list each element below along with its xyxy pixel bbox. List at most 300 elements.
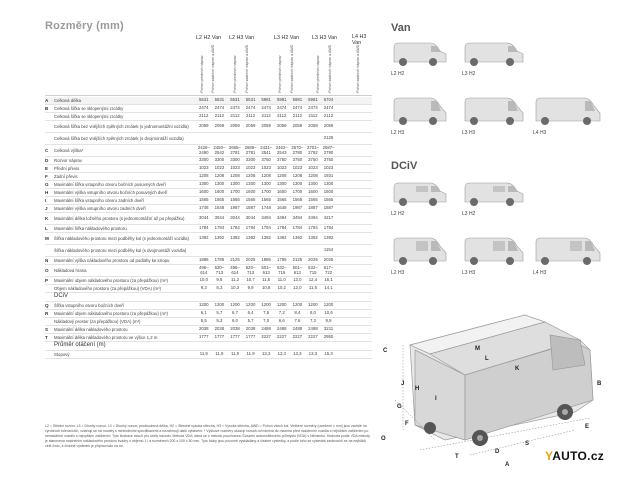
group-header-l2h2: L2 H2 Van	[196, 35, 222, 41]
table-cell: 11,9	[215, 351, 224, 357]
row-code: P	[45, 278, 49, 283]
dimension-letter-f: F	[405, 421, 409, 427]
table-cell	[243, 248, 259, 253]
table-cell	[227, 136, 243, 141]
table-cell: 2059	[308, 123, 318, 129]
row-code: F	[45, 174, 48, 179]
table-cell: 5531	[214, 97, 225, 103]
table-cell: 1392	[292, 235, 303, 241]
table-cell: 1777	[199, 334, 209, 340]
row-values	[196, 286, 372, 291]
row-values	[196, 174, 372, 179]
dimension-letter-t: T	[455, 454, 459, 460]
table-cell: 5981	[276, 97, 287, 103]
table-cell: 10,2	[277, 285, 286, 291]
table-cell: 1648	[276, 205, 287, 211]
table-cell: 3494	[292, 215, 303, 221]
table-cell: 1023	[245, 165, 256, 171]
row-code: I	[45, 198, 47, 203]
table-cell: 2474	[199, 105, 209, 111]
row-label: Maximální délka nákladového prostoru ve výšce 1,2 m	[54, 334, 158, 340]
table-row	[45, 181, 372, 189]
table-cell: 5,3	[216, 318, 223, 324]
row-label: Maximální výška vstupního otvoru zadních dveří	[54, 205, 146, 211]
table-cell: 2488	[292, 326, 303, 332]
row-values	[196, 124, 372, 129]
table-cell	[290, 136, 306, 141]
table-cell: 1023	[308, 165, 318, 171]
dimension-letter-h: H	[415, 386, 420, 392]
row-label: Maximální šířka vstupního otvoru zadních dveří	[54, 197, 145, 203]
table-cell: 6,4	[247, 310, 254, 316]
row-code: K	[45, 216, 49, 221]
table-cell	[212, 248, 228, 253]
row-values	[196, 216, 372, 221]
table-cell: 1200	[261, 302, 271, 308]
table-cell: 4217	[323, 215, 334, 221]
table-cell: 2038	[245, 326, 256, 332]
table-cell: 3044	[199, 215, 209, 221]
row-values	[196, 311, 372, 316]
dimension-letter-a: A	[505, 462, 510, 468]
table-cell: 5531	[245, 97, 256, 103]
table-cell: 3750	[261, 157, 271, 163]
table-cell: 632–715	[276, 264, 287, 275]
table-cell	[274, 248, 290, 253]
table-cell: 1208	[245, 173, 256, 179]
table-cell: 1392	[261, 235, 271, 241]
table-cell: 1200	[323, 302, 334, 308]
row-values	[196, 146, 372, 156]
table-cell: 2059	[261, 123, 271, 129]
row-code: A	[45, 98, 49, 103]
table-cell: 1784	[323, 225, 334, 231]
table-cell: 1208	[292, 173, 303, 179]
table-cell: 2025	[323, 257, 334, 263]
row-label: Maximální objem nákladového prostoru (za přepážkou) (m³)	[54, 310, 168, 316]
table-cell: 3750	[292, 157, 303, 163]
table-cell: 5,5	[200, 318, 207, 324]
table-cell: 5531	[230, 97, 240, 103]
van-dimension-diagram	[375, 290, 615, 470]
table-cell: 1987	[230, 205, 240, 211]
row-values	[196, 206, 372, 211]
table-row	[45, 189, 372, 197]
table-cell: 1392	[199, 235, 209, 241]
row-label: Objem nákladového prostoru (za přepážkou) (VDA) (m³)	[54, 285, 161, 291]
table-cell: 3211	[323, 326, 334, 332]
table-cell: 5,7	[216, 310, 223, 316]
table-cell: 1200	[245, 302, 256, 308]
table-row	[45, 265, 372, 277]
table-cell	[258, 248, 274, 253]
table-cell: 5531	[199, 97, 209, 103]
table-cell	[227, 248, 243, 253]
row-values	[196, 303, 372, 308]
table-cell	[196, 248, 212, 253]
row-values	[196, 198, 372, 203]
table-cell: 13,3	[308, 351, 318, 357]
table-cell: 2426–2490	[197, 144, 210, 155]
table-cell: 1300	[276, 181, 287, 187]
table-cell: 2665–2781	[229, 144, 241, 155]
table-row	[45, 351, 372, 359]
subheader-5	[286, 41, 297, 93]
table-row	[45, 173, 372, 181]
row-label: Maximální výška vstupního otvoru bočních posuvných dveří	[54, 189, 168, 195]
row-label: DCiV	[54, 293, 69, 300]
table-cell: 2687–2790	[322, 144, 335, 155]
table-cell: 2038	[199, 326, 209, 332]
row-values	[196, 190, 372, 195]
row-values	[196, 266, 372, 276]
table-cell	[243, 136, 259, 141]
row-label: Zadní převis	[54, 173, 78, 179]
table-cell: 1887	[245, 205, 256, 211]
row-label: Celková délka	[54, 97, 81, 103]
van-thumbnail-l3-h2	[462, 38, 526, 73]
van-thumbnail-label: L3 H3	[462, 270, 476, 276]
table-cell: 1565	[199, 197, 209, 203]
table-cell: 1200	[308, 302, 318, 308]
table-cell: 1023	[261, 165, 271, 171]
table-cell: 2112	[199, 113, 209, 119]
subheader-label: Pohon předních náprav	[278, 55, 283, 93]
table-cell: 3044	[214, 215, 225, 221]
row-code: R	[45, 311, 49, 316]
row-code: Q	[45, 303, 49, 308]
table-row	[45, 257, 372, 265]
row-label: Maximální výška nákladového prostoru od podlahy ke stropu	[54, 257, 170, 263]
dimension-letter-c: C	[383, 348, 388, 354]
subheader-1	[207, 41, 218, 93]
table-cell: 1392	[214, 235, 225, 241]
row-label: Nákladový prostor (za přepážkou) (VDA) (m³)	[54, 318, 141, 324]
table-cell: 1300	[292, 181, 303, 187]
table-cell: 2227	[308, 334, 318, 340]
table-cell: 2059	[323, 123, 334, 129]
table-cell: 1565	[308, 197, 318, 203]
subheader-label: Pohon předních náprav	[233, 55, 238, 93]
table-cell: 3494	[308, 215, 318, 221]
table-cell: 2038	[214, 326, 225, 332]
table-cell: 7,2	[278, 310, 285, 316]
table-cell: 2450–2542	[213, 144, 226, 155]
table-cell: 2112	[261, 113, 271, 119]
table-cell: 1600	[245, 189, 256, 195]
row-code: G	[45, 182, 49, 187]
row-label: Rozvor náprav	[54, 157, 82, 163]
table-cell: 3300	[230, 157, 240, 163]
row-code: C	[45, 148, 49, 153]
table-row	[45, 310, 372, 318]
watermark-rest: AUTO.cz	[552, 449, 605, 463]
watermark-y: Y	[545, 449, 553, 463]
table-cell	[258, 136, 274, 141]
table-cell: 1200	[230, 302, 240, 308]
dimension-letter-s: S	[525, 441, 530, 447]
table-cell: 2474	[276, 105, 287, 111]
table-cell: 1700	[230, 189, 240, 195]
table-cell: 1392	[230, 235, 240, 241]
row-values	[196, 248, 372, 253]
table-cell: 2059	[276, 123, 287, 129]
table-cell: 5981	[308, 97, 318, 103]
table-cell: 13,3	[293, 351, 302, 357]
table-row	[45, 197, 372, 205]
van-thumbnail-label: L2 H2	[391, 71, 405, 77]
table-cell: 2488	[308, 326, 318, 332]
table-cell: 1200	[199, 302, 209, 308]
van-thumbnail-l3-h3	[462, 97, 526, 132]
table-cell	[290, 248, 306, 253]
table-row	[45, 326, 372, 334]
row-label: Celková šířka bez vnějších zpětných zrcátek (s jednomontážní vozidla)	[54, 123, 189, 129]
table-cell: 1023	[214, 165, 225, 171]
table-cell: 13,3	[277, 351, 286, 357]
table-cell: 1200	[276, 302, 287, 308]
table-cell: 2059	[245, 123, 256, 129]
table-cell: 2474	[261, 105, 271, 111]
table-cell: 1987	[292, 205, 303, 211]
dciv-thumbnail-l3-h2	[462, 178, 526, 213]
table-cell: 1600	[276, 189, 287, 195]
table-cell: 1208	[214, 173, 225, 179]
table-cell	[196, 136, 212, 141]
table-cell: 3750	[323, 157, 334, 163]
table-cell: 1023	[199, 165, 209, 171]
table-cell: 1777	[214, 334, 225, 340]
van-thumbnail-label: L4 H3	[533, 130, 547, 136]
table-cell: 1600	[214, 189, 225, 195]
table-row	[45, 302, 372, 310]
table-cell: 1023	[276, 165, 287, 171]
table-cell: 6,7	[231, 310, 238, 316]
row-values	[196, 106, 372, 111]
table-cell: 7,6	[294, 318, 301, 324]
table-cell: 2025	[245, 257, 256, 263]
table-cell: 8,0	[309, 310, 316, 316]
van-section-title: Van	[391, 22, 411, 34]
row-values	[196, 278, 372, 283]
table-cell: 2025	[308, 257, 318, 263]
table-row	[45, 285, 372, 293]
row-label: Celková šířka se sklopenými zrcátky	[54, 113, 124, 119]
table-cell: 13,3	[261, 351, 271, 357]
row-values	[196, 236, 372, 241]
table-row	[45, 213, 372, 225]
row-values	[196, 319, 372, 324]
table-cell: 6,1	[200, 310, 207, 316]
table-cell	[212, 136, 228, 141]
table-row	[45, 165, 372, 173]
row-values	[196, 327, 372, 332]
row-label: Šířka nákladového prostoru mezi podběhy kol (s jednomontáží vozidla)	[54, 235, 189, 241]
table-cell: 2701–2782	[306, 144, 319, 155]
table-row	[45, 205, 372, 213]
table-cell: 5,7	[247, 318, 254, 324]
van-thumbnail-label: L3 H2	[462, 211, 476, 217]
table-cell: 496–614	[230, 264, 240, 275]
row-values	[196, 352, 372, 357]
dimension-letter-j: J	[401, 381, 405, 387]
table-cell: 2112	[277, 113, 287, 119]
footnotes: L2 = Střední rozvor, L3 = Dlouhý rozvor, L4 = Dlouhý rozvor, prodloužená délka, H2 = Středně vysoká střecha, H3 = Vysoká střecha, AWD = Pohon všech kol. Veškeré rozměry (uvedené v mm) jsou závislé na výrobních tolerancích, vztahují se na modely s minimálními specifikacemi a nezahrnují další vybavení. * Výškové rozměry ukazují rozsah od minima do maxima před naložením vozidla s nejnižším zatížením po nenaložené vozidlo s nejvyšším zatížením. Tyto ilustrace slouží pro účely návodu. Metoda VDA: daná se o metodu používanou Svazem automobilového průmyslu (VDA) v Německu. Hodnota podle VDA metody je stanovena naplněním nákladového prostoru kvádry o objemu 1 l a rozměrech 200 x 100 x 50 mm. Tyto bloky jsou pozorně vyskládány a číselné výsledky, a podle toho se výsledek zaokrouhlí se na nejbližší celé číslo, a číselné výsledek je připravován na m³.	[45, 424, 371, 448]
table-cell: 2474	[214, 105, 225, 111]
table-cell: 2488	[276, 326, 287, 332]
table-cell: 2488	[261, 326, 271, 332]
row-values	[196, 258, 372, 263]
row-code: N	[45, 258, 49, 263]
group-header-l2h3: L2 H3 Van	[229, 35, 255, 41]
table-cell: 3300	[214, 157, 225, 163]
table-cell: 3494	[276, 215, 287, 221]
table-cell: 1777	[230, 334, 240, 340]
group-header-l3h2: L3 H2 Van	[274, 35, 300, 41]
table-cell: 1886	[261, 257, 271, 263]
table-subheaders	[196, 41, 372, 93]
table-cell: 1300	[245, 181, 256, 187]
row-values	[196, 226, 372, 231]
table-cell: 620–713	[245, 264, 256, 275]
row-values	[196, 136, 372, 141]
table-cell: 1300	[261, 181, 271, 187]
dciv-section-title: DCiV	[391, 160, 418, 172]
table-cell: 7,3	[309, 318, 316, 324]
table-row	[45, 121, 372, 133]
table-cell: 3494	[261, 215, 271, 221]
subheader-label: Pohon zadních náprav a AWD	[290, 44, 295, 93]
row-label: Maximální délka ložného prostoru (s jednomontážní až po přepážku)	[54, 215, 185, 221]
table-cell: 1565	[214, 197, 225, 203]
table-cell: 1648	[214, 205, 225, 211]
table-cell: 3044	[230, 215, 240, 221]
table-cell: 2474	[308, 105, 318, 111]
table-cell: 7,6	[263, 310, 270, 316]
table-cell: 2059	[292, 123, 303, 129]
dimension-letter-l: L	[485, 356, 489, 362]
table-cell: 1700	[292, 189, 303, 195]
row-label: Maximální šířka nákladového prostoru	[54, 225, 127, 231]
dimension-letter-o: O	[381, 436, 386, 442]
row-code: H	[45, 190, 49, 195]
row-label: Stopový	[54, 351, 70, 357]
table-cell: 1392	[323, 235, 334, 241]
row-code: O	[45, 268, 49, 273]
row-values	[196, 114, 372, 119]
table-row	[45, 233, 372, 245]
table-cell: 1600	[323, 189, 334, 195]
table-cell: 2462–2543	[275, 144, 288, 155]
table-cell: 10,6	[324, 310, 333, 316]
table-cell: 2112	[245, 113, 256, 119]
table-cell	[305, 248, 321, 253]
table-cell: 1784	[292, 225, 303, 231]
dimension-letter-d: D	[495, 449, 500, 455]
subheader-label: Pohon předních náprav	[316, 55, 321, 93]
table-cell: 1748	[261, 205, 271, 211]
row-code: L	[45, 226, 48, 231]
table-cell: 1200	[214, 302, 225, 308]
table-cell: 1886	[199, 257, 209, 263]
table-cell: 2059	[230, 123, 240, 129]
table-cell: 2689–2781	[244, 144, 257, 155]
table-cell: 496–614	[199, 264, 209, 275]
table-cell: 15,3	[324, 351, 333, 357]
table-cell	[274, 136, 290, 141]
table-cell: 1300	[323, 181, 334, 187]
table-cell: 2112	[308, 113, 318, 119]
table-row	[45, 113, 372, 121]
dimension-letter-i: I	[435, 396, 437, 402]
table-cell: 1784	[261, 225, 271, 231]
table-cell: 2474	[230, 105, 240, 111]
row-code: M	[45, 236, 49, 241]
table-cell: 2474	[323, 105, 334, 111]
subheader-4	[274, 41, 285, 93]
table-section-header	[45, 342, 372, 351]
table-cell: 12,4	[308, 277, 318, 283]
van-thumbnail-label: L3 H3	[462, 130, 476, 136]
table-cell: 1600	[199, 189, 209, 195]
dciv-thumbnail-l4-h3	[533, 237, 603, 272]
row-label: Maximální objem nákladového prostoru (za přepážkou) (m³)	[54, 277, 168, 283]
table-cell: 10,7	[246, 277, 255, 283]
table-cell: 617–722	[323, 264, 334, 275]
table-cell: 3300	[199, 157, 209, 163]
subheader-label: Pohon zadních náprav a AWD	[211, 44, 216, 93]
table-cell: 1565	[230, 197, 240, 203]
subheader-label: Pohon zadních náprav a AWD	[328, 44, 333, 93]
row-label: Přední převis	[54, 165, 80, 171]
table-cell	[305, 136, 321, 141]
table-row	[45, 157, 372, 165]
table-cell: 1154	[323, 247, 334, 253]
table-cell: 2670–2780	[291, 144, 304, 155]
table-cell: 14,1	[324, 285, 333, 291]
table-cell: 1784	[308, 225, 318, 231]
van-thumbnail-label: L3 H2	[462, 71, 476, 77]
row-values	[196, 158, 372, 163]
row-label: Celková šířka bez vnějších zpětných zrcátek (s dvojmontáží vozidla)	[54, 135, 184, 141]
table-cell: 3044	[245, 215, 256, 221]
van-thumbnail-l2-h3	[391, 97, 449, 132]
van-thumbnail-label: L4 H3	[533, 270, 547, 276]
table-cell: 11,0	[277, 277, 286, 283]
row-label: Celková šířka se sklopenými zrcátky	[54, 105, 124, 111]
table-cell: 2059	[199, 123, 209, 129]
table-cell: 3750	[308, 157, 318, 163]
table-cell: 5981	[292, 97, 303, 103]
table-cell: 9,9	[247, 285, 254, 291]
table-cell: 5981	[261, 97, 271, 103]
table-cell: 6,0	[231, 318, 238, 324]
dimensions-table	[45, 97, 372, 359]
table-cell: 501–613	[292, 264, 303, 275]
table-cell: 2431–2541	[260, 144, 273, 155]
table-row	[45, 245, 372, 257]
table-cell: 1208	[199, 173, 209, 179]
table-cell: 11,5	[262, 277, 271, 283]
table-cell: 10,0	[199, 277, 208, 283]
row-label: Šířka vstupního otvoru bočních dveří	[54, 302, 124, 308]
table-cell: 1784	[214, 225, 225, 231]
table-cell: 15,1	[324, 277, 333, 283]
table-cell: 3750	[276, 157, 287, 163]
table-cell: 1565	[276, 197, 287, 203]
table-cell: 1565	[292, 197, 303, 203]
table-cell: 9,5	[216, 277, 223, 283]
